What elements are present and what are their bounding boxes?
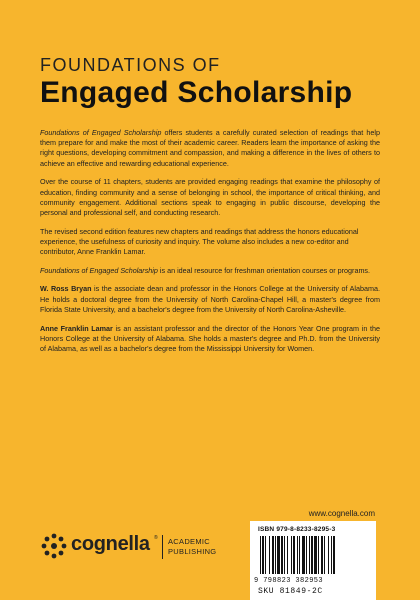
paragraph-1-text: offers students a carefully curated selection of readings that help them prepare for and make the most of their academic career. Readers learn the importance of asking the right questions, developing commitment and compassion, and making a difference in the lives of others to achieve an effective and rewarding educational experience.: [40, 128, 380, 168]
publisher-sub-1: ACADEMIC: [168, 537, 210, 546]
book-title-italic: Foundations of Engaged Scholarship: [40, 265, 158, 275]
barcode-box: [250, 521, 376, 600]
author-bio-text: is an assistant professor and the director of the Honors Year One program in the Honors College at the University of Alabama. She holds a master's degree and Ph.D. from the University of Alabama, as well as a bachelor's degree from the Mississippi University for Women.: [40, 323, 380, 353]
publisher-subtitle: [168, 537, 216, 557]
publisher-sub-2: PUBLISHING: [168, 547, 217, 556]
publisher-website: www.cognella.com: [308, 509, 375, 518]
author-bio-bryan: [40, 284, 380, 315]
author-name: Anne Franklin Lamar: [40, 323, 113, 333]
paragraph-3: The revised second edition features new chapters and readings that address the honors educational experience, the usefulness of curiosity and inquiry. The volume also includes a new co-editor and contributor, Anne Franklin Lamar.: [40, 226, 359, 257]
barcode-icon: [258, 536, 368, 576]
logo-divider: [162, 535, 163, 559]
paragraph-2: Over the course of 11 chapters, students are provided engaging readings that examine the philosophy of education, finding community and a sense of belonging in school, the importance of critical thinking, and community engagement. Additional sections speak to engaging in public discourse, developing the personal and professional self, and conducting research.: [40, 177, 380, 217]
back-cover-description: [40, 128, 380, 363]
book-title-italic: Foundations of Engaged Scholarship: [40, 128, 162, 137]
sku-label: SKU 81849-2C: [258, 587, 323, 596]
author-bio-text: is the associate dean and professor in the Honors College at the University of Alabama. He holds a doctoral degree from the University of North Carolina-Chapel Hill, a master's degree from Florida State University, and a bachelor's degree from the University of North Carolina-Asheville.: [40, 284, 381, 314]
author-name: W. Ross Bryan: [40, 284, 92, 294]
title-line-1: FOUNDATIONS OF: [40, 55, 221, 75]
paragraph-1: [40, 128, 380, 169]
paragraph-4-text: is an ideal resource for freshman orientation courses or programs.: [157, 265, 371, 275]
barcode-digits: 9 798823 382953: [254, 577, 324, 585]
author-bio-lamar: [40, 324, 380, 355]
cognella-logo-icon: [40, 532, 68, 560]
paragraph-4: [40, 266, 380, 276]
trademark-symbol: ®: [154, 535, 158, 541]
title-line-2: Engaged Scholarship: [40, 76, 353, 109]
publisher-name: cognella: [71, 533, 150, 555]
isbn-label: ISBN 979-8-8233-8295-3: [258, 526, 336, 533]
